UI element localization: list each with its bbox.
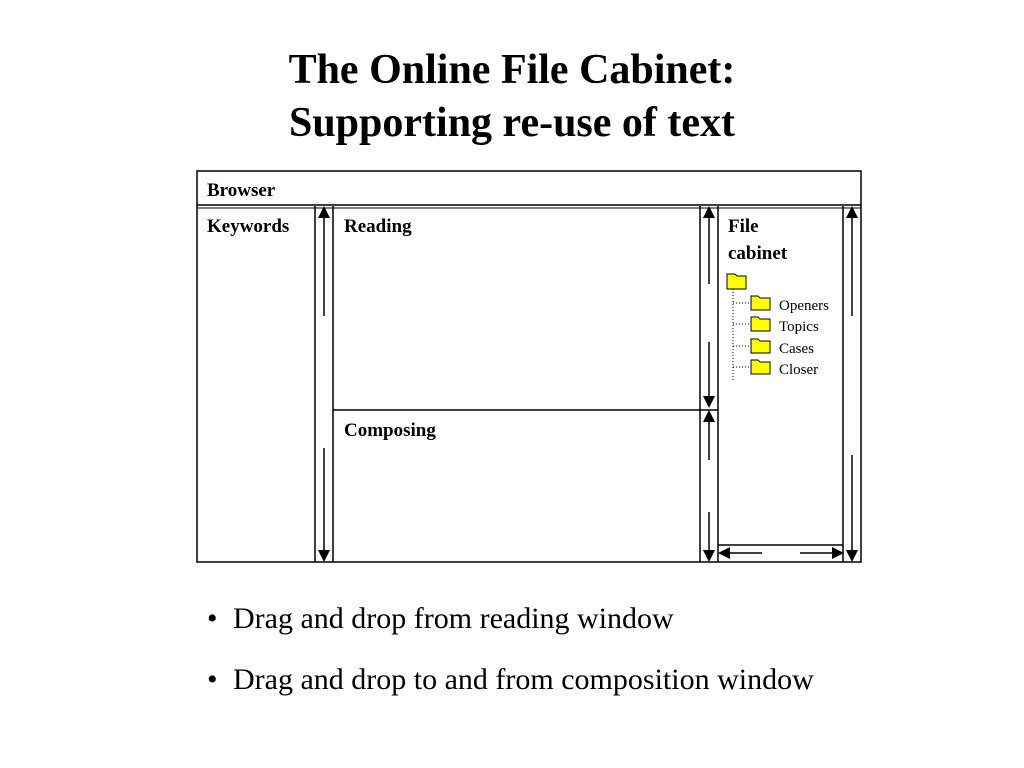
bullet-text-1: Drag and drop from reading window <box>233 602 674 635</box>
bullet-item-1 <box>207 601 674 637</box>
slide-title-line1: The Online File Cabinet: <box>288 47 736 93</box>
keywords-pane-label: Keywords <box>207 216 290 237</box>
folder-label-cases[interactable]: Cases <box>779 341 814 357</box>
root-folder-icon[interactable] <box>727 274 746 289</box>
bullet-dot: • <box>207 602 218 635</box>
cases-folder-icon[interactable] <box>751 339 770 353</box>
reading-pane-label: Reading <box>344 216 412 237</box>
closer-folder-icon[interactable] <box>751 360 770 374</box>
composing-pane-label: Composing <box>344 420 436 441</box>
bullet-item-2 <box>207 662 814 698</box>
file-cabinet-label-line2: cabinet <box>728 243 788 264</box>
slide-title-line2: Supporting re-use of text <box>288 100 736 146</box>
browser-title: Browser <box>207 180 276 201</box>
folder-label-openers[interactable]: Openers <box>779 298 829 314</box>
openers-folder-icon[interactable] <box>751 296 770 310</box>
folder-label-closer[interactable]: Closer <box>779 362 819 378</box>
folder-label-topics[interactable]: Topics <box>779 319 819 335</box>
topics-folder-icon[interactable] <box>751 317 770 331</box>
bullet-text-2: Drag and drop to and from composition window <box>233 663 814 696</box>
file-cabinet-label-line1: File <box>728 216 759 237</box>
bullet-dot: • <box>207 663 218 696</box>
